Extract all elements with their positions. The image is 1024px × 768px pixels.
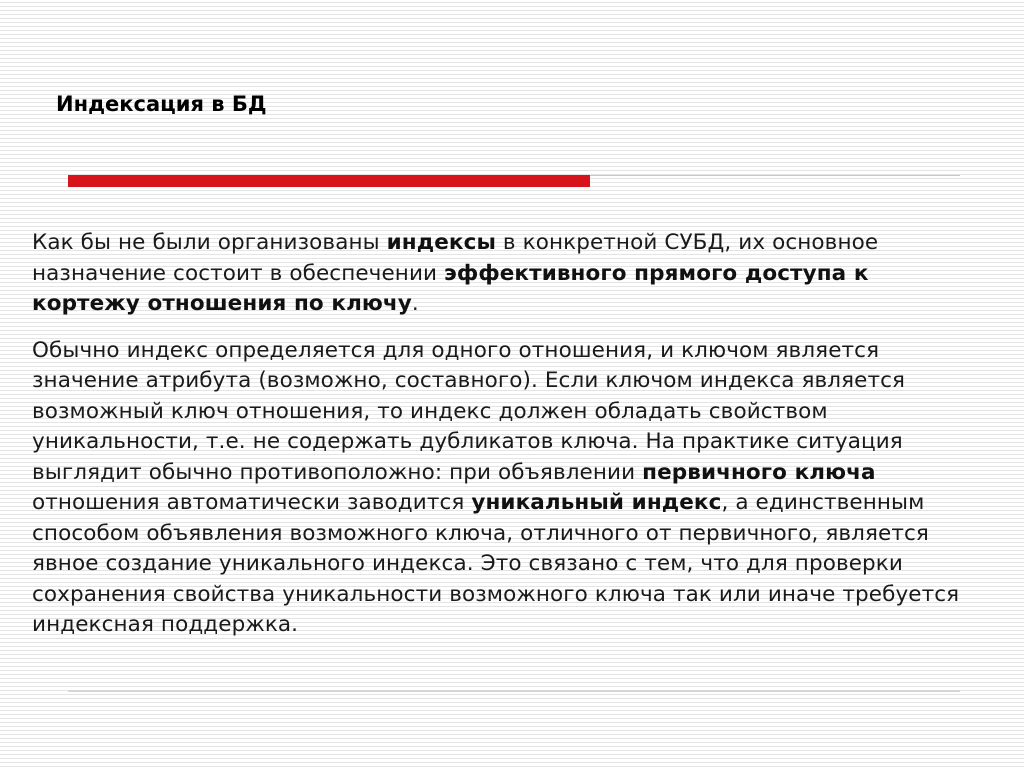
bold-term-direct-access: эффективного прямого доступа к кортежу отношения по ключу bbox=[32, 260, 869, 316]
bottom-divider bbox=[68, 690, 960, 692]
bold-term-indexes: индексы bbox=[386, 230, 496, 255]
text-run: отношения автоматически заводится bbox=[32, 490, 472, 515]
title-underline-accent-bar bbox=[68, 175, 590, 187]
bold-term-primary-key: первичного ключа bbox=[642, 459, 876, 485]
slide-title: Индексация в БД bbox=[56, 92, 267, 116]
text-run: Как бы не были организованы bbox=[32, 230, 387, 255]
bold-term-unique-index: уникальный индекс bbox=[471, 490, 722, 515]
paragraph-index-purpose bbox=[32, 228, 982, 320]
text-run: . bbox=[411, 291, 419, 316]
text-run: в конкретной СУБД, их основное назначение состоит в обеспечении bbox=[32, 230, 879, 286]
text-run: , а единственным способом объявления возможного ключа, отличного от первичного, является явное создание уникального индекса. Это связано с тем, что для проверки сохранения свойства уникальности возможного ключа так или иначе требуется индексная поддержка. bbox=[32, 490, 960, 637]
text-run: Обычно индекс определяется для одного отношения, и ключом является значение атрибута (возможно, составного). Если ключом индекса является возможный ключ отношения, то индекс должен обладать свойством уникальности, т.е. не содержать дубликатов ключа. На практике ситуация выглядит обычно противоположно: при объявлении bbox=[32, 337, 906, 485]
slide-content bbox=[32, 228, 982, 657]
paragraph-index-uniqueness bbox=[32, 336, 982, 641]
